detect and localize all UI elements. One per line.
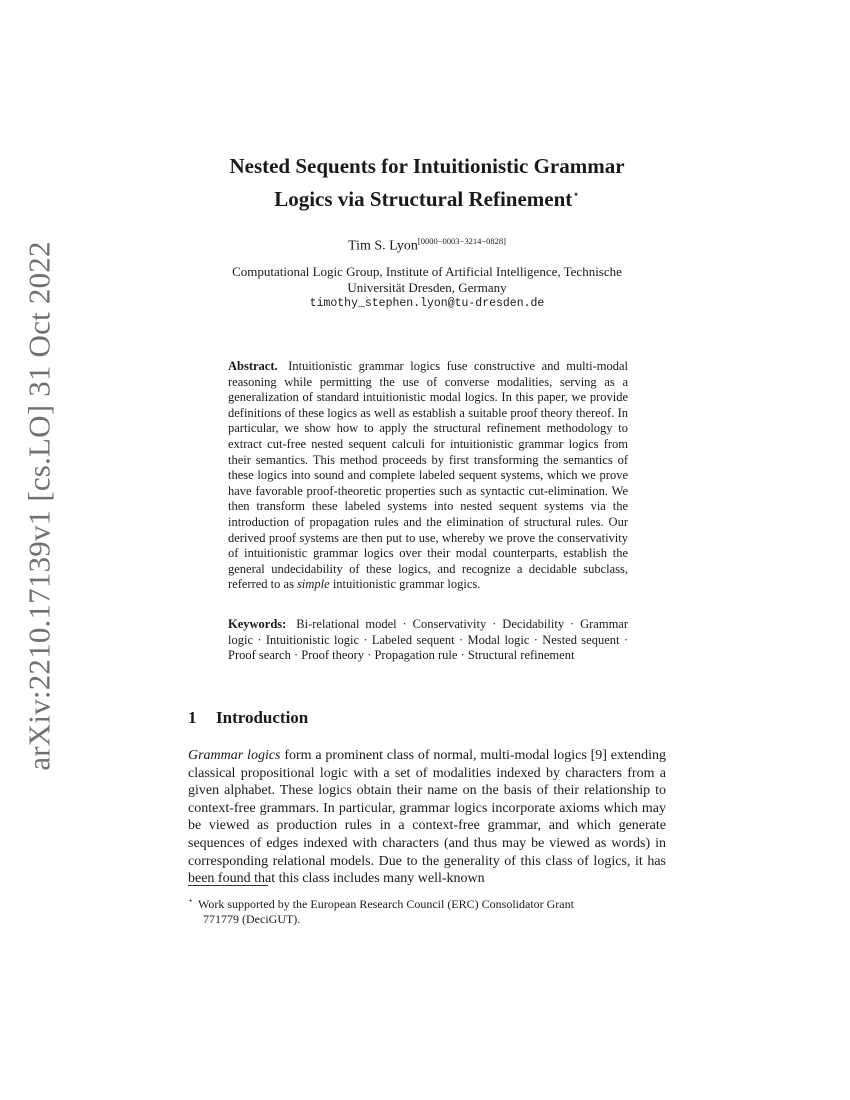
section-heading [188,708,308,728]
author-name: Tim S. Lyon [348,238,418,254]
section-title: Introduction [216,708,309,727]
affiliation-line-2: Universität Dresden, Germany [347,280,507,295]
section-number: 1 [188,708,197,727]
abstract-label: Abstract. [228,359,278,373]
title-line-2-text: Logics via Structural Refinement [274,187,573,211]
abstract-emphasis: simple [297,577,330,592]
affiliation-block [210,264,644,312]
arxiv-identifier-stamp [10,241,70,771]
author-orcid: [0000−0003−3214−0828] [417,236,506,246]
footnote-text: Work supported by the European Research Council (ERC) Consolidator Grant [198,897,574,911]
intro-text: form a prominent class of normal, multi-modal logics [9] extending classical propositional logic with a set of modalities indexed by characters from a given alphabet. These logics obtain their name on the basis of their relationship to context-free grammars. In particular, grammar logics incorporate axioms which may be viewed as production rules in a context-free grammar, and which generate sequences of edges indexed with characters (and thus may be viewed as words) in corresponding relational models. Due to the generality of this class of logics, it has been found that this class includes many well-known [188,748,667,887]
keywords-text: Bi-relational model · Conservativity · Decidability · Grammar logic · Intuitionistic logic · Labeled sequent · Modal logic · Nested sequent · Proof search · Proof theory · Propagation rule · Structural refinement [228,617,628,663]
intro-paragraph [188,747,666,888]
footnote-rule [188,885,268,886]
author-email[interactable]: timothy_stephen.lyon@tu-dresden.de [309,297,545,310]
paper-title [188,152,666,213]
title-line-1: Nested Sequents for Intuitionistic Grammar [229,154,625,178]
footnote-text-continued: 771779 (DeciGUT). [203,912,301,926]
arxiv-identifier: arXiv:2210.17139v1 [cs.LO] 31 Oct 2022 [22,241,58,771]
intro-emphasis: Grammar logics [188,748,281,763]
footnote [188,893,666,927]
abstract-text: Intuitionistic grammar logics fuse constructive and multi-modal reasoning while permitting the use of converse modalities, serving as a generalization of standard intuitionistic modal logics. In this paper, we provide definitions of these logics as well as establish a suitable proof theory thereof. In particular, we show how to apply the structural refinement methodology to extract cut-free nested sequent calculi for intuitionistic grammar logics from their semantics. This method proceeds by first transforming the semantics of these logics into sound and complete labeled sequent systems, which we prove have favorable proof-theoretic properties such as syntactic cut-elimination. We then transform these labeled systems into nested sequent systems via the introduction of propagation rules and the elimination of structural rules. Our derived proof systems are then put to use, whereby we prove the conservativity of intuitionistic grammar logics over their modal counterparts, establish the general undecidability of these logics, and recognize a decidable subclass, referred to as [228,359,629,592]
affiliation-line-1: Computational Logic Group, Institute of Artificial Intelligence, Technische [232,264,622,279]
keywords-label: Keywords: [228,617,287,631]
keywords [228,617,628,664]
title-line-2 [188,180,666,213]
abstract [228,359,628,593]
author-line [188,236,666,255]
footnote-marker: ⋆ [188,896,194,905]
abstract-text-end: intuitionistic grammar logics. [332,577,481,592]
title-footnote-marker: ⋆ [572,187,580,201]
